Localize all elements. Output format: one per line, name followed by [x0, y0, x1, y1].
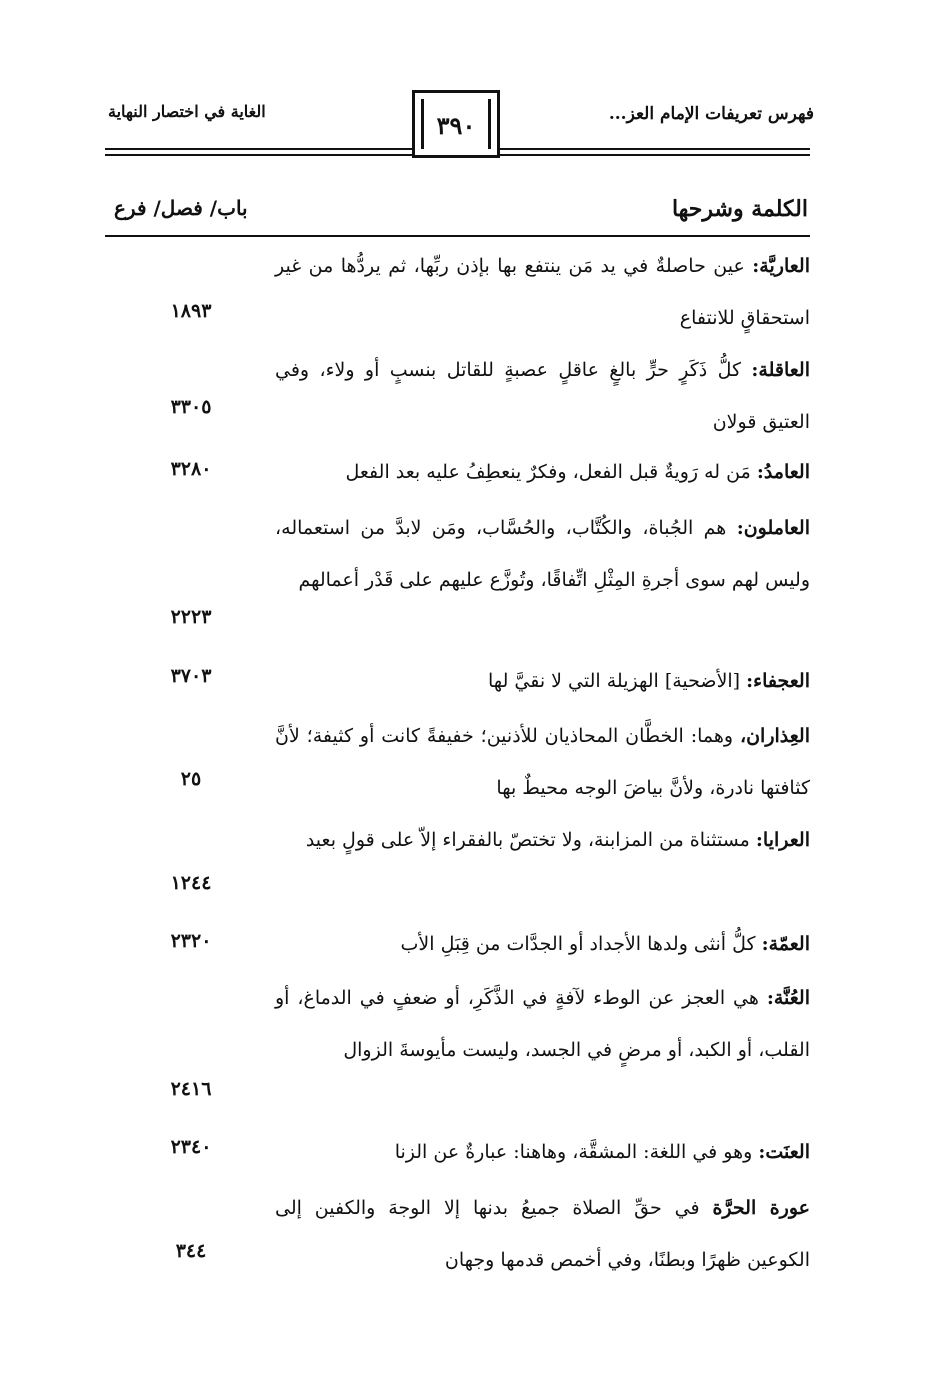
column-heading-reference: باب/ فصل/ فرع [114, 196, 248, 220]
running-header-book-title: الغاية في اختصار النهاية [108, 102, 266, 121]
entry-term: العمّة: [761, 933, 810, 955]
entry-text [275, 1126, 810, 1178]
entry-definition: وهو في اللغة: المشقَّة، وهاهنا: عبارةٌ عن الزنا [394, 1141, 753, 1163]
entry-definition: [الأضحية] الهزيلة التي لا نقيَّ لها [488, 670, 741, 692]
entry-reference: ٢٣٤٠ [170, 1136, 212, 1158]
column-heading-term: الكلمة وشرحها [671, 196, 808, 222]
entry-text [275, 1182, 810, 1286]
entry-definition: هم الجُباة، والكُتَّاب، والحُسَّاب، ومَن لابدَّ من استعماله، وليس لهم سوى أجرةِ المِثْلِ اتِّفاقًا، وتُوزَّع عليهم على قَدْر أعمالهم [275, 517, 810, 591]
entry-definition: وهما: الخطَّان المحاذيان للأذنين؛ خفيفةً كانت أو كثيفة؛ لأنَّ كثافتها نادرة، ولأنَّ بياضَ الوجه محيطٌ بها [275, 725, 810, 799]
entry-term: العاقلة: [751, 359, 810, 381]
entry-reference: ٣٤٤ [175, 1240, 207, 1262]
entry-term: العجفاء: [746, 670, 810, 692]
column-heading-rule [105, 235, 810, 237]
entry-definition: في حقِّ الصلاة جميعُ بدنها إلا الوجهَ والكفين إلى الكوعين ظهرًا وبطنًا، وفي أخمص قدمها وجهان [275, 1197, 810, 1271]
entry-definition: عين حاصلةٌ في يد مَن ينتفع بها بإذن ربِّها، ثم يردُّها من غير استحقاقٍ للانتفاع [275, 255, 810, 329]
entry-reference: ٢٥ [180, 768, 202, 790]
entry-definition: مستثناة من المزابنة، ولا تختصّ بالفقراء إلاّ على قولٍ بعيد [305, 829, 750, 851]
entry-reference: ٢٣٢٠ [170, 930, 212, 952]
entry-term: العاريَّة: [752, 255, 810, 277]
entry-term: العنَت: [758, 1141, 810, 1163]
entry-text [275, 344, 810, 448]
page-number-frame [412, 90, 500, 158]
entry-reference: ٣٢٨٠ [170, 458, 212, 480]
entry-reference: ١٢٤٤ [170, 872, 212, 894]
entry-text [275, 655, 810, 707]
running-header-section-title: فهرس تعريفات الإمام العز... [608, 104, 814, 124]
page-number: ٣٩٠ [436, 111, 476, 140]
entry-reference: ٢٢٢٣ [170, 606, 212, 628]
entry-reference: ٢٤١٦ [170, 1078, 212, 1100]
entry-definition: كلُّ ذَكَرٍ حرٍّ بالغٍ عاقلٍ عصبةٍ للقاتل بنسبٍ أو ولاء، وفي العتيق قولان [275, 359, 810, 433]
entry-term: العِذاران، [739, 725, 810, 747]
entry-text [275, 240, 810, 344]
entry-term: العامدُ: [756, 461, 810, 483]
entry-text [275, 502, 810, 606]
entry-text [275, 814, 810, 866]
entry-term: العُنَّة: [766, 987, 810, 1009]
entry-term: العرايا: [755, 829, 810, 851]
entry-reference: ٣٣٠٥ [170, 396, 212, 418]
entry-definition: هي العجز عن الوطء لآفةٍ في الذَّكَرِ، أو ضعفٍ في الدماغ، أو القلب، أو الكبد، أو مرضٍ في الجسد، وليست مأيوسةَ الزوال [275, 987, 810, 1061]
entry-reference: ١٨٩٣ [170, 300, 212, 322]
entry-text [275, 710, 810, 814]
entry-text [275, 446, 810, 498]
entry-reference: ٣٧٠٣ [170, 665, 212, 687]
entry-text [275, 918, 810, 970]
entry-definition: مَن له رَويةٌ قبل الفعل، وفكرٌ ينعطِفُ عليه بعد الفعل [345, 461, 751, 483]
entry-definition: كلُّ أنثى ولدها الأجداد أو الجدَّات من قِبَلِ الأب [400, 933, 756, 955]
entry-term: العاملون: [736, 517, 810, 539]
entry-text [275, 972, 810, 1076]
entry-term: عورة الحرَّة [712, 1197, 810, 1219]
